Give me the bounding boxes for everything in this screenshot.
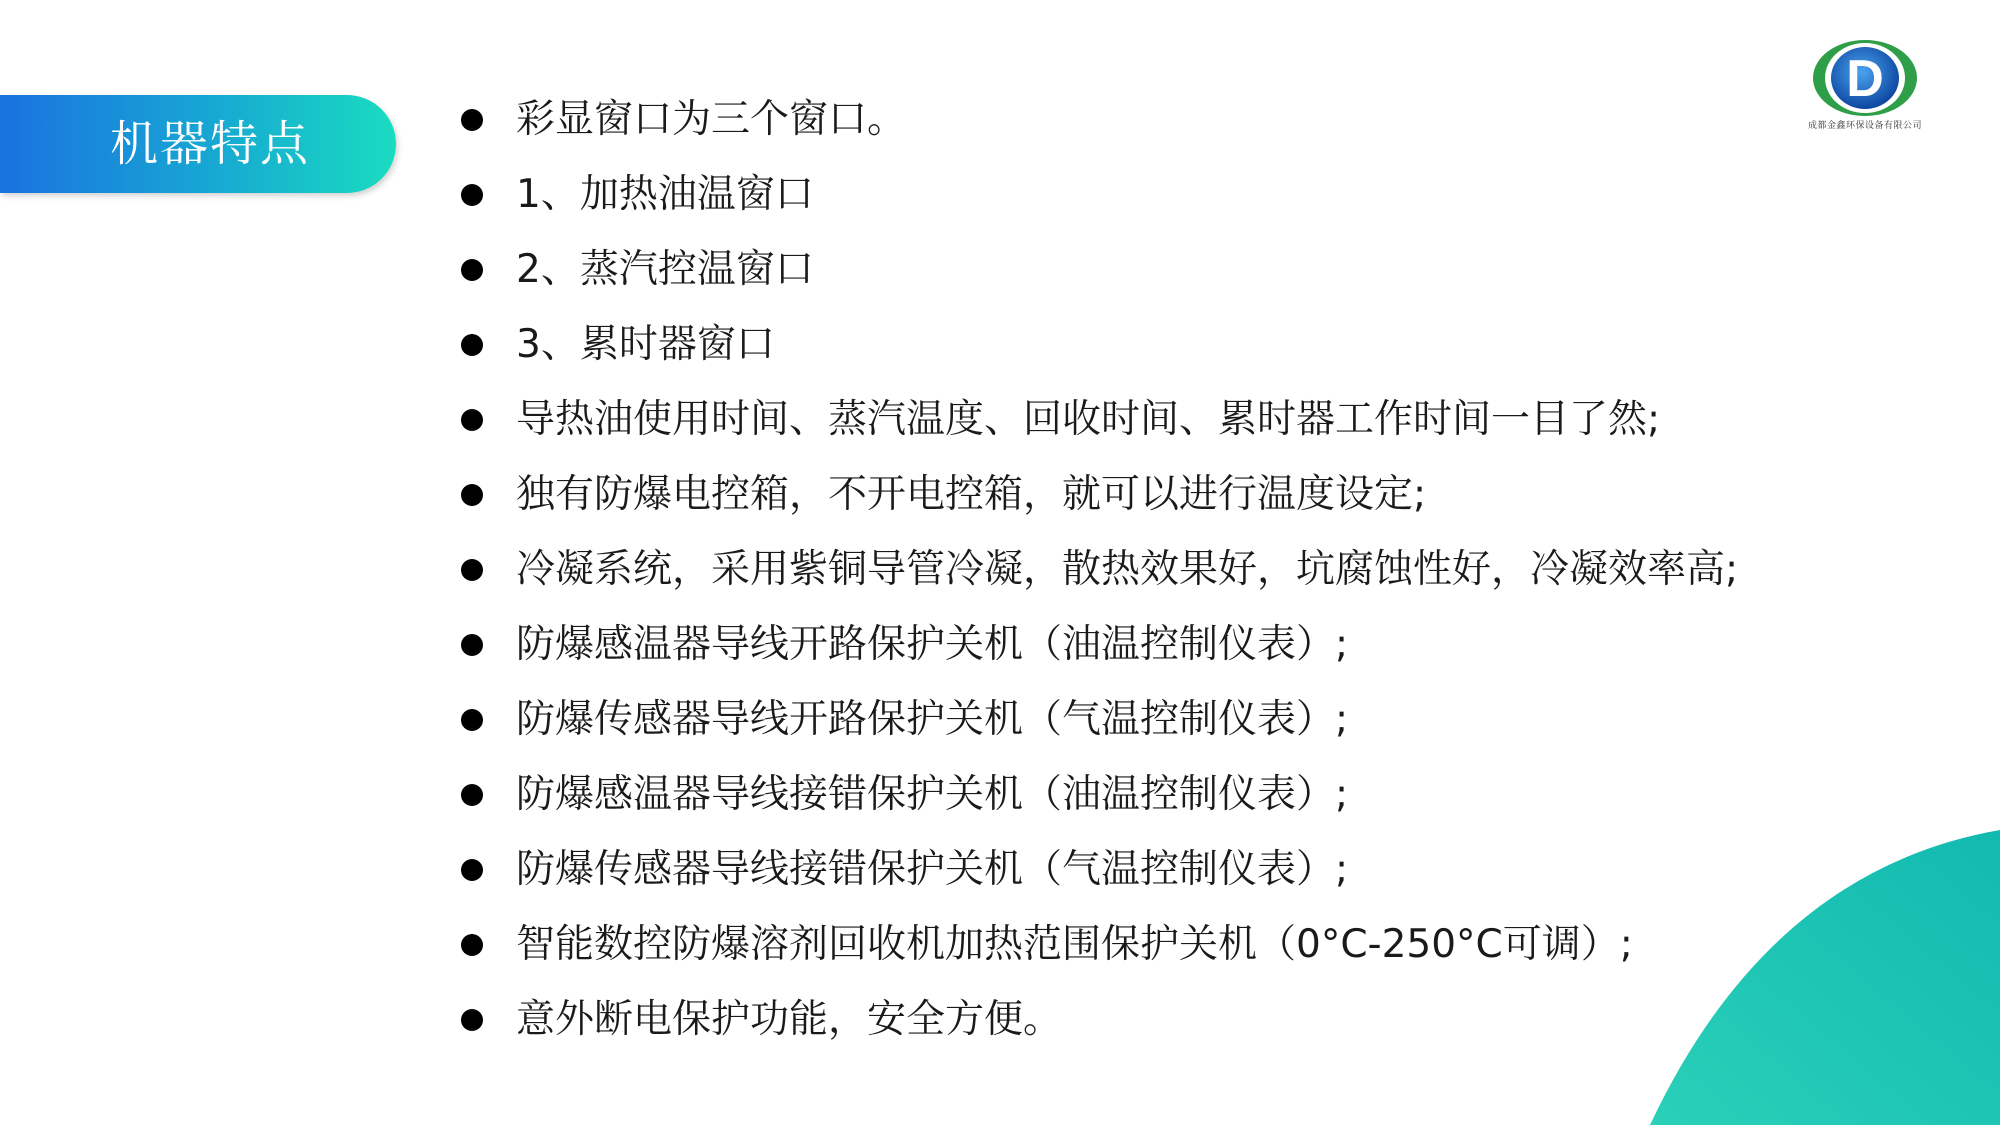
feature-text: 防爆感温器导线开路保护关机（油温控制仪表）; [516, 622, 1349, 667]
bullet-dot-icon [461, 709, 483, 731]
bullet-dot-icon [461, 934, 483, 956]
feature-text: 意外断电保护功能，安全方便。 [516, 997, 1063, 1042]
bullet-dot-icon [461, 784, 483, 806]
feature-text: 3、累时器窗口 [516, 322, 775, 367]
bullet-dot-icon [461, 334, 483, 356]
bullet-dot-icon [461, 109, 483, 131]
feature-text: 防爆感温器导线接错保护关机（油温控制仪表）; [516, 772, 1349, 817]
feature-text: 智能数控防爆溶剂回收机加热范围保护关机（0°C-250°C可调）; [516, 922, 1633, 967]
bullet-dot-icon [461, 409, 483, 431]
bullet-dot-icon [461, 1009, 483, 1031]
bullet-dot-icon [461, 184, 483, 206]
bullet-dot-icon [461, 859, 483, 881]
feature-text: 2、蒸汽控温窗口 [516, 247, 814, 292]
feature-text: 防爆传感器导线开路保护关机（气温控制仪表）; [516, 697, 1349, 742]
feature-text: 导热油使用时间、蒸汽温度、回收时间、累时器工作时间一目了然; [516, 397, 1661, 442]
bullet-dot-icon [461, 634, 483, 656]
bullet-dot-icon [461, 484, 483, 506]
bullet-dot-icon [461, 559, 483, 581]
feature-text: 独有防爆电控箱，不开电控箱，就可以进行温度设定; [516, 472, 1427, 517]
corner-decoration [1600, 800, 2000, 1125]
company-name-caption: 成都金鑫环保设备有限公司 [1807, 121, 1922, 131]
feature-text: 1、加热油温窗口 [516, 172, 814, 217]
bullet-dot-icon [461, 259, 483, 281]
title-banner [0, 95, 396, 193]
feature-text: 防爆传感器导线接错保护关机（气温控制仪表）; [516, 847, 1349, 892]
feature-text: 彩显窗口为三个窗口。 [516, 97, 907, 142]
slide-title: 机器特点 [110, 116, 311, 172]
logo-letter: D [1846, 50, 1884, 108]
feature-text: 冷凝系统，采用紫铜导管冷凝，散热效果好，坑腐蚀性好，冷凝效率高; [516, 547, 1739, 592]
